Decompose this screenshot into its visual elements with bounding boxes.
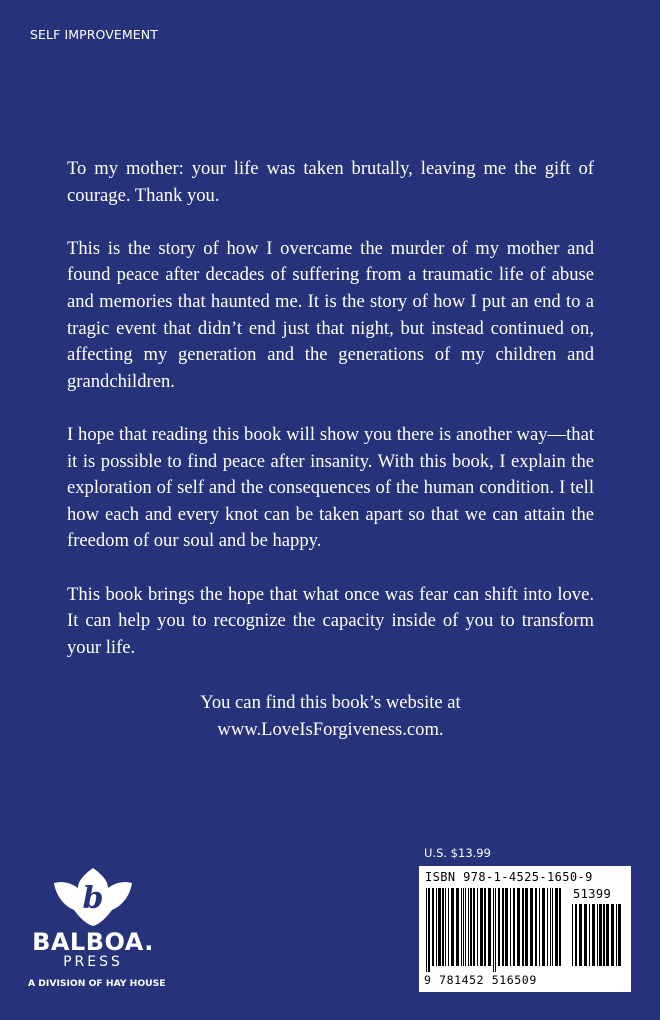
ean-digits: 9 781452 516509 — [424, 973, 537, 987]
isbn-label: ISBN 978-1-4525-1650-9 — [425, 870, 593, 884]
hope-paragraph: I hope that reading this book will show you there is another way—that it is possible to find peace after insanity. With this book, I explain the exploration of self and the consequences of the human condition. I tell how each and every knot can be taken apart so that we can attain the freedom of our soul and be happy. — [67, 423, 594, 552]
barcode-bar — [465, 888, 466, 966]
barcode-bar — [470, 888, 472, 966]
barcode-bar — [550, 888, 551, 966]
publisher-name: BALBOA. — [32, 928, 154, 956]
barcode-bar — [539, 888, 540, 966]
barcode-bar — [589, 904, 590, 966]
barcode-bar — [611, 904, 614, 966]
price-label: U.S. $13.99 — [424, 846, 491, 860]
website-intro: You can find this book’s website at — [200, 692, 461, 713]
barcode-bar — [493, 888, 494, 972]
category-label: SELF IMPROVEMENT — [30, 27, 158, 42]
lotus-b-icon — [50, 866, 136, 928]
barcode-bar — [488, 888, 491, 966]
barcode-bar — [535, 888, 537, 966]
story-paragraph: This is the story of how I overcame the murder of my mother and found peace after decades of suffering from a traumatic life of abuse and memories that haunted me. It is the story of how I put an end to a tragic event that didn’t end just that night, but instead continued on, affecting my generation and the generations of my children and grandchildren. — [67, 237, 594, 392]
barcode-bar — [599, 904, 602, 966]
transform-paragraph: This book brings the hope that what once was fear can shift into love. It can help you to recognize the capacity inside of you to transform your life. — [67, 583, 594, 658]
barcode-bar — [432, 888, 434, 966]
website-url: www.LoveIsForgiveness.com. — [217, 718, 444, 740]
barcode-bar — [505, 888, 508, 966]
publisher-division: A DIVISION OF HAY HOUSE — [28, 978, 166, 989]
barcode-bar — [451, 888, 454, 966]
barcode-bar — [438, 888, 441, 966]
publisher-press: PRESS — [63, 954, 123, 970]
barcode-bar — [468, 888, 469, 966]
barcode-bar — [618, 904, 621, 966]
barcode-bar — [484, 888, 486, 966]
ean-barcode-bars — [425, 888, 565, 972]
barcode-bar — [461, 888, 462, 966]
barcode-bar — [603, 904, 605, 966]
barcode-bar — [559, 888, 561, 966]
barcode-bar — [442, 888, 444, 966]
barcode-bar — [525, 888, 528, 966]
barcode-bar — [592, 904, 595, 966]
back-cover-blurb — [67, 156, 594, 688]
barcode-bar — [445, 888, 446, 966]
logo-letter: b — [82, 881, 104, 916]
barcode-bar — [473, 888, 475, 966]
barcode-bar — [477, 888, 478, 966]
barcode-bar — [584, 904, 587, 966]
barcode-bar — [502, 888, 504, 966]
barcode-bar — [495, 888, 496, 972]
website-note — [67, 690, 594, 743]
barcode-bar — [498, 888, 500, 966]
barcode-bar — [547, 888, 548, 966]
barcode-bar — [552, 888, 553, 966]
barcode-bar — [575, 904, 577, 966]
barcode-bar — [480, 888, 483, 966]
barcode-bar — [522, 888, 524, 966]
publisher-logo — [28, 866, 168, 996]
barcode-bar — [510, 888, 511, 966]
barcode-bar — [606, 904, 609, 966]
barcode-bar — [542, 888, 545, 966]
barcode-bar — [426, 888, 427, 972]
barcode-bar — [572, 904, 573, 966]
barcode-bar — [463, 888, 464, 966]
barcode-bar — [448, 888, 449, 966]
barcode-bar — [530, 888, 533, 966]
price-code-label: 51399 — [573, 887, 612, 901]
barcode-bar — [436, 888, 437, 966]
barcode-box — [419, 866, 631, 992]
barcode-bar — [513, 888, 515, 966]
barcode-bar — [616, 904, 617, 966]
barcode-bar — [579, 904, 582, 966]
addon-barcode-bars — [571, 904, 625, 972]
barcode-bar — [517, 888, 520, 966]
barcode-bar — [456, 888, 459, 966]
barcode-bar — [428, 888, 430, 972]
barcode-bar — [555, 888, 558, 966]
dedication-paragraph: To my mother: your life was taken brutally, leaving me the gift of courage. Thank you. — [67, 158, 594, 206]
barcode-bar — [597, 904, 598, 966]
